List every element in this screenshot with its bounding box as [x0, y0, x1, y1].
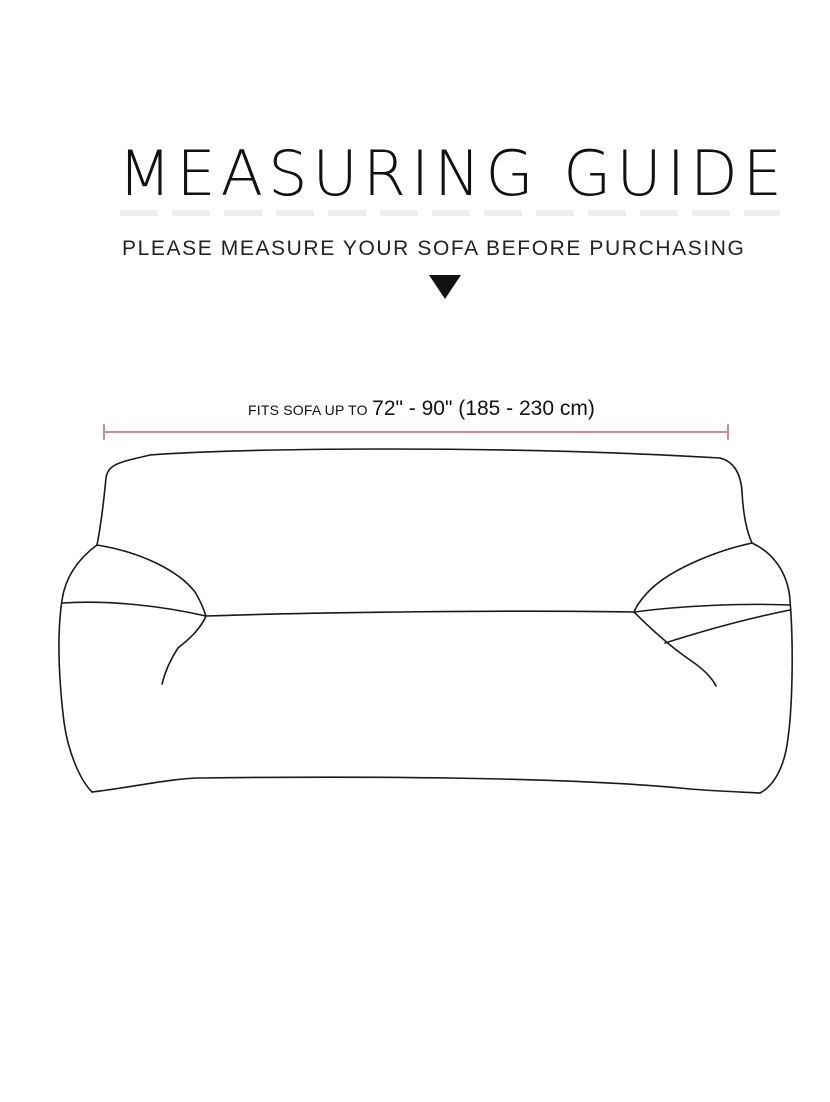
sofa-base-outline — [92, 777, 760, 793]
right-armrest-top-line — [634, 543, 752, 612]
right-armrest-lower-line — [634, 612, 716, 686]
page-subtitle: PLEASE MEASURE YOUR SOFA BEFORE PURCHASING — [122, 237, 746, 260]
measurement-prefix: FITS SOFA UP TO — [248, 402, 368, 418]
sofa-right-arm-outline — [752, 543, 792, 793]
right-armrest-front-line — [634, 604, 790, 612]
sofa-left-arm-outline — [59, 545, 97, 792]
left-armrest-inner-line — [162, 616, 206, 684]
left-armrest-front-line — [62, 602, 206, 616]
left-armrest-top-line — [97, 545, 206, 616]
right-armrest-inner-line — [665, 610, 790, 643]
sofa-back-outline — [97, 449, 752, 545]
page-title: MEASURING GUIDE — [118, 137, 787, 210]
width-measure-line — [104, 424, 728, 440]
seat-cushion-line — [206, 611, 634, 616]
measurement-range: 72" - 90" (185 - 230 cm) — [372, 397, 595, 420]
